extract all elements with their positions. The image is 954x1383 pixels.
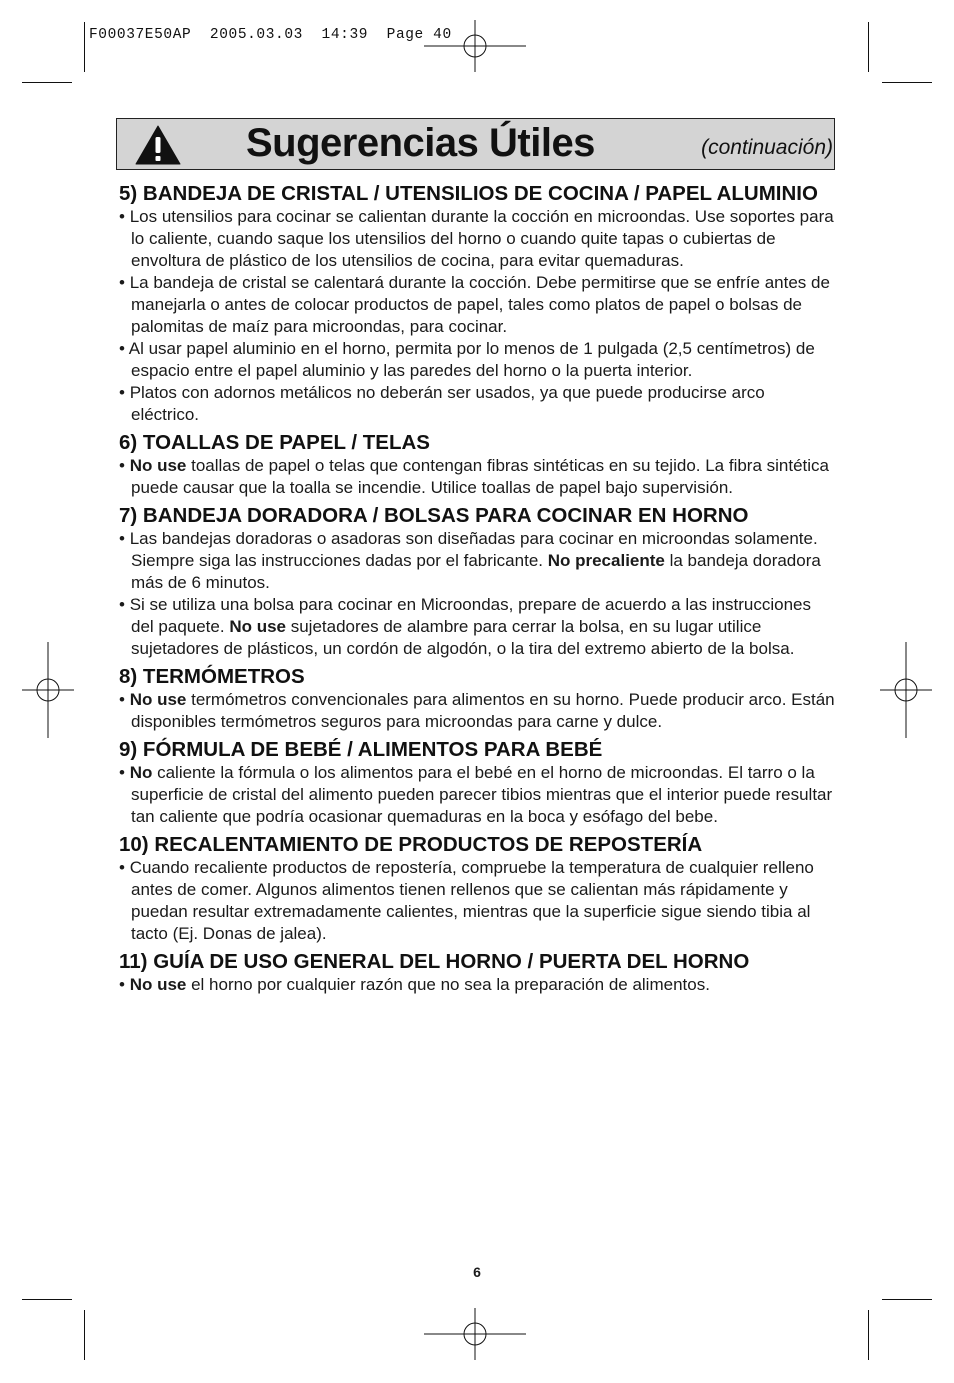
- page-number: 6: [473, 1264, 481, 1280]
- emphasis-text: No use: [229, 617, 286, 636]
- list-item: • Al usar papel aluminio en el horno, permita por lo menos de 1 pulgada (2,5 centímetros) de espacio entre el papel aluminio y las paredes del horno o la puerta interior.: [119, 339, 815, 380]
- continuation-label: (continuación): [701, 136, 833, 159]
- section-heading: 6) TOALLAS DE PAPEL / TELAS: [119, 431, 430, 454]
- list-item: • No use toallas de papel o telas que contengan fibras sintéticas en su tejido. La fibra sintética puede causar que la toalla se incendie. Utilice toallas de papel bajo supervisión.: [119, 456, 830, 497]
- bullet-text: caliente la fórmula o los alimentos para el bebé en el horno de microondas. El tarro o la superficie de cristal del alimento pueden parecer tibios mientras que el interior puede resultar tan caliente que podría ocasionar quemaduras en la boca y esófago del bebe.: [131, 763, 833, 826]
- bullet-text: Los utensilios para cocinar se calientan durante la cocción en microondas. Use soportes para lo caliente, cuando saque los utensilios del horno o cuando quite tapas o cubiertas de envoltura de plástico de los utensilios de cocina, para evitar quemaduras.: [129, 207, 834, 270]
- print-slug: F00037E50AP 2005.03.03 14:39 Page 40: [89, 27, 452, 43]
- section-heading: 5) BANDEJA DE CRISTAL / UTENSILIOS DE COCINA / PAPEL ALUMINIO: [119, 182, 818, 205]
- registration-mark-right: [880, 642, 932, 738]
- bullet-text: Las bandejas doradoras o asadoras son diseñadas para cocinar en microondas solamente. Siempre siga las instrucciones dadas por el fabricante.: [129, 529, 818, 570]
- tip-section: [119, 952, 835, 996]
- page-title: Sugerencias Útiles: [246, 121, 595, 165]
- warning-triangle-icon: [135, 125, 181, 165]
- list-item: • Platos con adornos metálicos no deberán ser usados, ya que puede producirse arco eléctrico.: [119, 383, 765, 424]
- bullet-text: Cuando recaliente productos de repostería, compruebe la temperatura de cualquier relleno antes de comer. Algunos alimentos tienen rellenos que se calientan más rápidamente y puedan resultar extremadamente calientes, mientras que la superficie sigue siendo tibia al tacto (Ej. Donas de jalea).: [129, 858, 814, 943]
- bullet-list: [119, 206, 835, 426]
- crop-mark: [22, 82, 72, 83]
- bullet-list: [119, 762, 835, 828]
- list-item: • Cuando recaliente productos de repostería, compruebe la temperatura de cualquier relleno antes de comer. Algunos alimentos tienen rellenos que se calientan más rápidamente y puedan resultar extremadamente calientes, mientras que la superficie sigue siendo tibia al tacto (Ej. Donas de jalea).: [119, 858, 814, 943]
- crop-mark: [882, 82, 932, 83]
- list-item: • No caliente la fórmula o los alimentos para el bebé en el horno de microondas. El tarro o la superficie de cristal del alimento pueden parecer tibios mientras que el interior puede resultar tan caliente que podría ocasionar quemaduras en la boca y esófago del bebe.: [119, 763, 833, 826]
- emphasis-text: No use: [129, 975, 187, 994]
- list-item: • Los utensilios para cocinar se calientan durante la cocción en microondas. Use soportes para lo caliente, cuando saque los utensilios del horno o cuando quite tapas o cubiertas de envoltura de plástico de los utensilios de cocina, para evitar quemaduras.: [119, 207, 834, 270]
- bullet-list: [119, 689, 835, 733]
- section-heading: 11) GUÍA DE USO GENERAL DEL HORNO / PUERTA DEL HORNO: [119, 950, 750, 973]
- crop-mark: [84, 1310, 85, 1360]
- list-item: • No use termómetros convencionales para alimentos en su horno. Puede producir arco. Están disponibles termómetros seguros para microondas para carne y dulce.: [119, 690, 835, 731]
- tip-section: [119, 506, 835, 660]
- list-item: • La bandeja de cristal se calentará durante la cocción. Debe permitirse que se enfríe antes de manejarla o antes de colocar productos de papel, tales como platos de papel o bolsas de palomitas de maíz para microondas, para cocinar.: [119, 273, 830, 336]
- emphasis-text: No use: [129, 456, 187, 475]
- section-heading: 7) BANDEJA DORADORA / BOLSAS PARA COCINAR EN HORNO: [119, 504, 749, 527]
- title-banner: [116, 118, 835, 170]
- section-heading: 9) FÓRMULA DE BEBÉ / ALIMENTOS PARA BEBÉ: [119, 738, 603, 761]
- bullet-list: [119, 974, 835, 996]
- tip-section: [119, 740, 835, 828]
- bullet-text: Platos con adornos metálicos no deberán ser usados, ya que puede producirse arco eléctrico.: [129, 383, 765, 424]
- bullet-text: la bandeja doradora más de 6 minutos.: [131, 551, 821, 592]
- bullet-list: [119, 455, 835, 499]
- bullet-text: toallas de papel o telas que contengan fibras sintéticas en su tejido. La fibra sintética puede causar que la toalla se incendie. Utilice toallas de papel bajo supervisión.: [131, 456, 830, 497]
- bullet-text: sujetadores de alambre para cerrar la bolsa, en su lugar utilice sujetadores de plásticos, un cordón de algodón, o la tira del extremo abierto de la bolsa.: [131, 617, 795, 658]
- crop-mark: [84, 22, 85, 72]
- tip-section: [119, 433, 835, 499]
- tip-section: [119, 667, 835, 733]
- list-item: • No use el horno por cualquier razón que no sea la preparación de alimentos.: [119, 975, 710, 994]
- registration-mark-top: [424, 20, 526, 72]
- emphasis-text: No use: [129, 690, 187, 709]
- bullet-text: el horno por cualquier razón que no sea la preparación de alimentos.: [186, 975, 710, 994]
- crop-mark: [882, 1299, 932, 1300]
- crop-mark: [868, 1310, 869, 1360]
- emphasis-text: No precaliente: [547, 551, 665, 570]
- emphasis-text: No: [129, 763, 153, 782]
- bullet-text: Si se utiliza una bolsa para cocinar en Microondas, prepare de acuerdo a las instrucciones del paquete.: [129, 595, 812, 636]
- tips-content: [119, 184, 835, 1003]
- registration-mark-left: [22, 642, 74, 738]
- bullet-text: termómetros convencionales para alimentos en su horno. Puede producir arco. Están disponibles termómetros seguros para microondas para carne y dulce.: [131, 690, 835, 731]
- section-heading: 8) TERMÓMETROS: [119, 665, 305, 688]
- list-item: • Si se utiliza una bolsa para cocinar en Microondas, prepare de acuerdo a las instrucciones del paquete. No use sujetadores de alambre para cerrar la bolsa, en su lugar utilice sujetadores de plásticos, un cordón de algodón, o la tira del extremo abierto de la bolsa.: [119, 595, 812, 658]
- crop-mark: [868, 22, 869, 72]
- bullet-text: Al usar papel aluminio en el horno, permita por lo menos de 1 pulgada (2,5 centímetros) de espacio entre el papel aluminio y las paredes del horno o la puerta interior.: [128, 339, 815, 380]
- list-item: • Las bandejas doradoras o asadoras son diseñadas para cocinar en microondas solamente. Siempre siga las instrucciones dadas por el fabricante. No precaliente la bandeja doradora más de 6 minutos.: [119, 529, 821, 592]
- bullet-text: La bandeja de cristal se calentará durante la cocción. Debe permitirse que se enfríe antes de manejarla o antes de colocar productos de papel, tales como platos de papel o bolsas de palomitas de maíz para microondas, para cocinar.: [129, 273, 830, 336]
- bullet-list: [119, 528, 835, 660]
- registration-mark-bottom: [424, 1308, 526, 1360]
- tip-section: [119, 184, 835, 426]
- bullet-list: [119, 857, 835, 945]
- section-heading: 10) RECALENTAMIENTO DE PRODUCTOS DE REPOSTERÍA: [119, 833, 703, 856]
- crop-mark: [22, 1299, 72, 1300]
- tip-section: [119, 835, 835, 945]
